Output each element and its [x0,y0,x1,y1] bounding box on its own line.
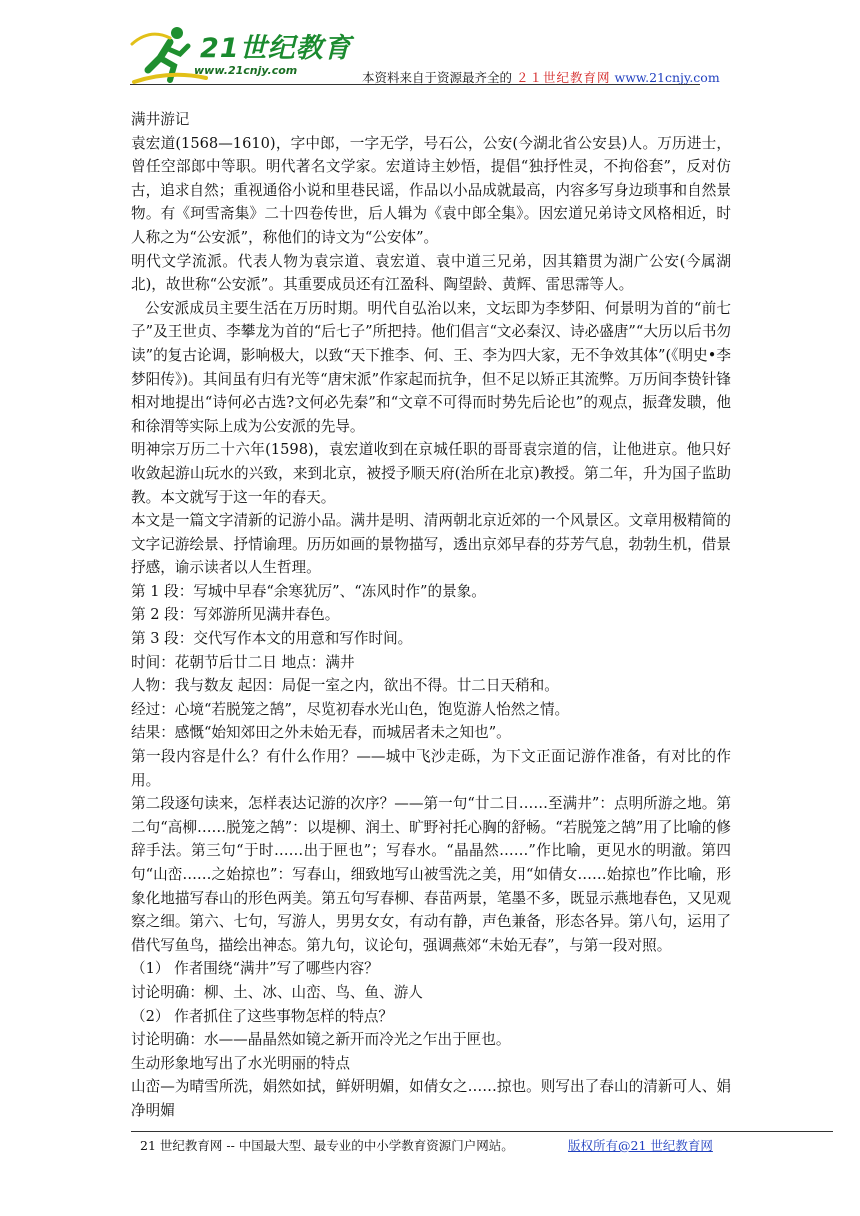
source-site-link[interactable]: ２１世纪教育网 [516,70,611,85]
paragraph: 第 3 段：交代写作本文的用意和写作时间。 [131,630,413,648]
document-title: 满井游记 [131,111,190,128]
paragraph: 袁宏道(1568—1610)，字中郎，一字无学，号石公，公安(今湖北省公安县)人。万历进士，曾任空部郎中等职。明代著名文学家。宏道诗主妙悟，提倡“独抒性灵，不拘俗套”，反对仿古，追求自然；重视通俗小说和里巷民谣，作品以小品成就最高，内容多写身边琐事和自然景物。有《珂雪斋集》二十四卷传世，后人辑为《袁中郎全集》。因宏道兄弟诗文风格相近，时人称之为“公安派”，称他们的诗文为“公安体”。 [131,134,731,246]
paragraph: 时间：花朝节后廿二日 地点：满井 [131,653,355,671]
paragraph: （1） 作者围绕“满井”写了哪些内容？ [131,960,379,978]
paragraph: 本文是一篇文字清新的记游小品。满井是明、清两朝北京近郊的一个风景区。文章用极精简的文字记游绘景、抒情谕理。历历如画的景物描写，透出京郊早春的芬芳气息，勃勃生机，借景抒感，谕示读者以人生哲理。 [131,512,731,577]
logo-url: www.21cnjy.com [194,64,298,77]
document-body [131,108,731,1123]
paragraph: 第 1 段：写城中早春“余寒犹厉”、“冻风时作”的景象。 [131,582,486,600]
copyright-link[interactable]: 版权所有@21 世纪教育网 [568,1138,713,1153]
paragraph: 第 2 段：写郊游所见满井春色。 [131,606,340,624]
paragraph: 明代文学流派。代表人物为袁宗道、袁宏道、袁中道三兄弟，因其籍贯为湖广公安(今属湖北)，故世称“公安派”。其重要成员还有江盈科、陶望龄、黄辉、雷思霈等人。 [131,252,731,294]
page-footer [140,1136,713,1154]
paragraph: 讨论明确：水——晶晶然如镜之新开而冷光之乍出于匣也。 [131,1031,511,1049]
paragraph: 第二段逐句读来，怎样表达记游的次序？——第一句“廿二日……至满井”：点明所游之地。第二句“高柳……脱笼之鹄”：以堤柳、润土、旷野衬托心胸的舒畅。“若脱笼之鹄”用了比喻的修辞手法。第三句“于时……出于匣也”；写春水。“晶晶然……”作比喻，更见水的明澈。第四句“山峦……之始掠也”：写春山，细致地写山被雪洗之美，用“如倩女……始掠也”作比喻，形象化地描写春山的形色两美。第五句写春柳、春苗两景，笔墨不多，既显示燕地春色，又见观察之细。第六、七句，写游人，男男女女，有动有静，声色兼备，形态各异。第八句，运用了借代写鱼鸟，描绘出神态。第九句，议论句，强调燕郊“未始无春”，与第一段对照。 [131,795,731,954]
paragraph: 第一段内容是什么？有什么作用？——城中飞沙走砾，为下文正面记游作准备，有对比的作用。 [131,748,731,789]
footer-divider [131,1131,833,1132]
source-prefix: 本资料来自于资源最齐全的 [362,70,513,85]
paragraph: 讨论明确：柳、土、冰、山峦、鸟、鱼、游人 [131,983,423,1001]
paragraph: （2） 作者抓住了这些事物怎样的特点？ [131,1007,394,1025]
paragraph: 山峦—为晴雪所洗，娟然如拭，鲜妍明媚，如倩女之……掠也。则写出了春山的清新可人、娟净明媚 [131,1078,731,1119]
site-logo[interactable] [130,24,352,86]
paragraph: 明神宗万历二十六年(1598)，袁宏道收到在京城任职的哥哥袁宗道的信，让他进京。他只好收敛起游山玩水的兴致，来到北京，被授予顺天府(治所在北京)教授。第二年，升为国子监助教。本文就写于这一年的春天。 [131,441,731,506]
footer-text: 21 世纪教育网 -- 中国最大型、最专业的中小学教育资源门户网站。 [140,1138,514,1153]
source-url-link[interactable]: www.21cnjy.com [614,70,720,85]
paragraph: 公安派成员主要生活在万历时期。明代自弘治以来，文坛即为李梦阳、何景明为首的“前七子”及王世贞、李攀龙为首的“后七子”所把持。他们倡言“文必秦汉、诗必盛唐”“大历以后书勿读”的复古论调，影响极大，以致“天下推李、何、王、李为四大家，无不争效其体”(《明史•李梦阳传》)。其间虽有归有光等“唐宋派”作家起而抗争，但不足以矫正其流弊。万历间李贽针锋相对地提出“诗何必古选?文何必先秦”和“文章不可得而时势先后论也”的观点，振聋发聩，他和徐渭等实际上成为公安派的先导。 [131,299,731,435]
page-header [0,0,860,92]
header-divider [130,84,700,85]
paragraph: 人物：我与数友 起因：局促一室之内，欲出不得。廿二日天稍和。 [131,677,559,695]
paragraph: 经过：心境“若脱笼之鹄”，尽览初春水光山色，饱览游人怡然之情。 [131,700,570,718]
logo-title: 21世纪教育 [200,33,352,64]
paragraph: 结果：感慨“始知郊田之外未始无春，而城居者未之知也”。 [131,724,511,742]
paragraph: 生动形象地写出了水光明丽的特点 [131,1054,350,1072]
